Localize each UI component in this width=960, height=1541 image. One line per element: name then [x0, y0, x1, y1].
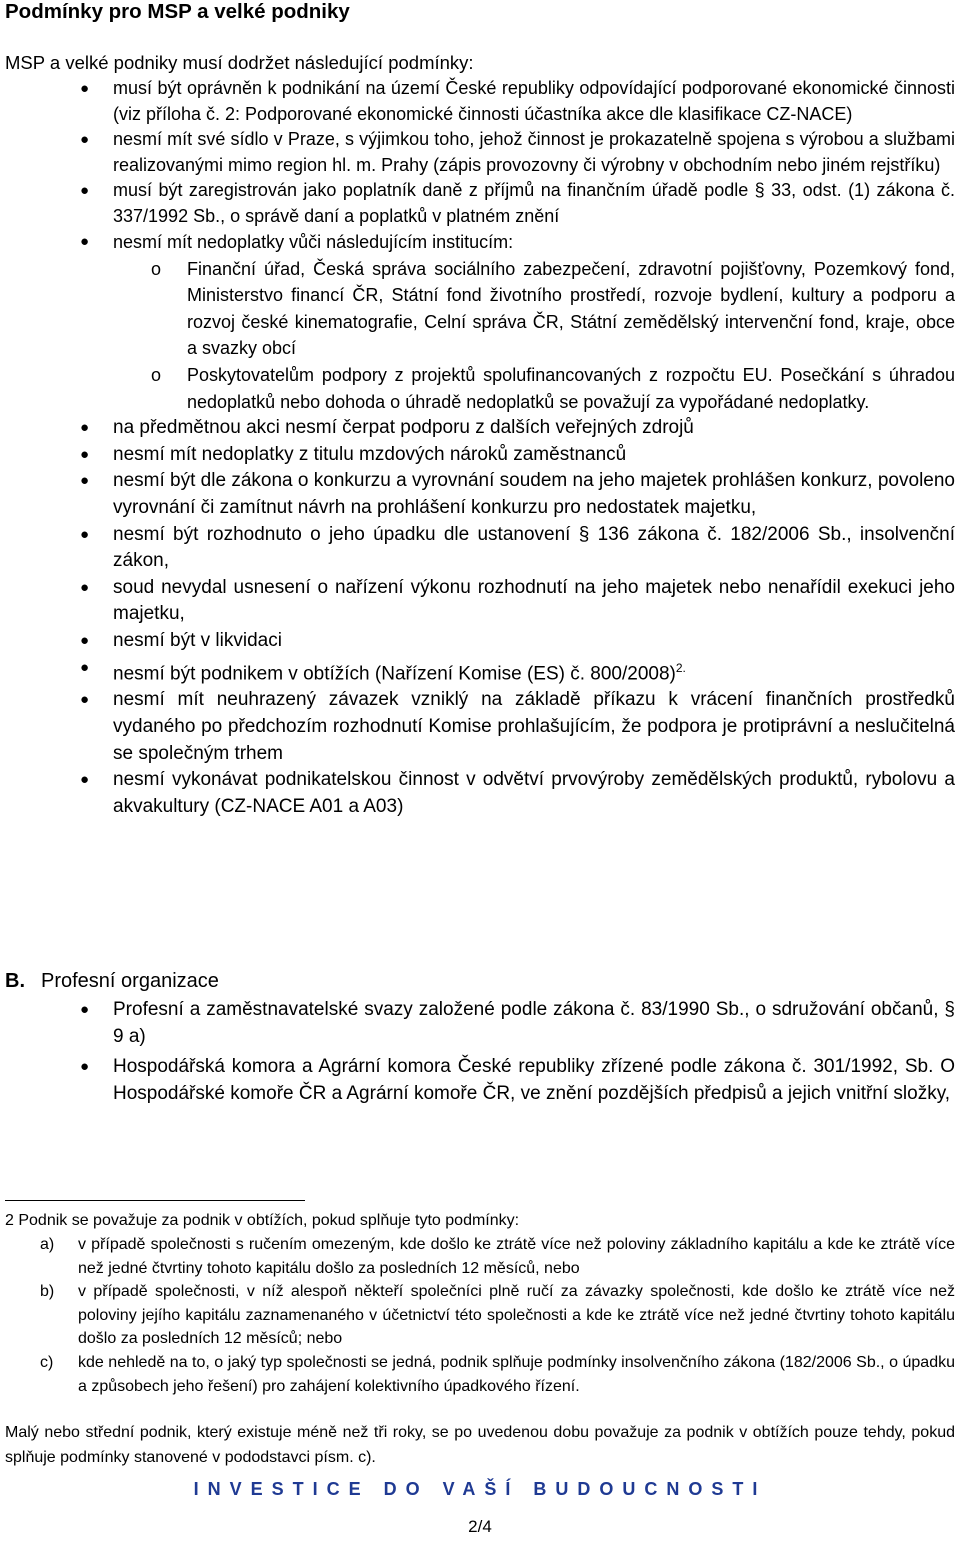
list-item	[0, 522, 960, 575]
footnote-list	[0, 1233, 960, 1398]
sublist-item	[113, 362, 955, 415]
footnote-item	[0, 1351, 960, 1398]
bullet-icon: ●	[80, 445, 90, 463]
list-item	[0, 127, 960, 178]
list-item	[0, 687, 960, 767]
list-item-text: soud nevydal usnesení o nařízení výkonu rozhodnutí na jeho majetek nebo nenařídil exekuci jeho majetku,	[113, 576, 955, 625]
bullet-icon: ●	[80, 233, 90, 250]
institutions-sublist	[113, 256, 955, 416]
list-item-text: nesmí být dle zákona o konkurzu a vyrovnání soudem na jeho majetek prohlášen konkurz, povoleno vyrovnání či zamítnut návrh na prohlášení konkurzu pro nedostatek majetku,	[113, 470, 955, 518]
footnote-reference[interactable]: 2.	[675, 660, 686, 675]
list-item-text: nesmí mít nedoplatky z titulu mzdových nároků zaměstnanců	[113, 443, 627, 465]
list-item	[0, 178, 960, 229]
bullet-icon: ●	[80, 1058, 90, 1075]
list-item-text: nesmí vykonávat podnikatelskou činnost v odvětví prvovýroby zemědělských produktů, rybolovu a akvakultury (CZ-NACE A01 a A03)	[113, 769, 955, 817]
bullet-icon: ●	[80, 472, 90, 490]
section-b-label: B.	[5, 970, 25, 992]
list-item	[0, 415, 960, 442]
list-item-text: nesmí být podnikem v obtížích (Nařízení Komise (ES) č. 800/2008)	[113, 662, 676, 684]
bullet-icon: ●	[80, 658, 90, 676]
sublist-marker: o	[151, 258, 162, 279]
list-item-text: nesmí být rozhodnuto o jeho úpadku dle ustanovení § 136 zákona č. 182/2006 Sb., insolvenční zákon,	[113, 523, 955, 572]
list-item-text: na předmětnou akci nesmí čerpat podporu z dalších veřejných zdrojů	[113, 417, 694, 439]
list-item	[0, 229, 960, 415]
section-b-title: Profesní organizace	[41, 970, 219, 992]
list-item-text: nesmí mít nedoplatky vůči následujícím institucím:	[113, 232, 514, 252]
list-item	[0, 996, 960, 1050]
bullet-icon: ●	[80, 80, 90, 97]
section-b-list	[0, 996, 960, 1107]
page-heading: Podmínky pro MSP a velké podniky	[5, 0, 350, 23]
bullet-icon: ●	[80, 578, 90, 596]
list-item-text: nesmí být v likvidaci	[113, 629, 282, 651]
footnote-item	[0, 1280, 960, 1351]
list-item-text: Profesní a zaměstnavatelské svazy založené podle zákona č. 83/1990 Sb., o sdružování občanů, § 9 a)	[113, 999, 955, 1047]
sublist-item	[113, 256, 955, 362]
footnote-tail: Malý nebo střední podnik, který existuje méně než tři roky, se po uvedenou dobu považuje za podnik v obtížích pouze tehdy, pokud splňuje podmínky stanovené v pododstavci písm. c).	[5, 1424, 955, 1466]
bullet-icon: ●	[80, 771, 90, 789]
list-item	[0, 442, 960, 469]
list-item	[0, 767, 960, 820]
list-item	[0, 628, 960, 655]
bullet-icon: ●	[80, 1001, 90, 1018]
section-b-heading	[5, 968, 219, 994]
list-item-text: nesmí mít neuhrazený závazek vzniklý na základě příkazu k vrácení finančních prostředků vydaného po předchozím rozhodnutí Komise prohlašujícím, že podpora je protiprávní a neslučitelná se společným trhem	[113, 689, 955, 764]
bullet-icon: ●	[80, 131, 90, 148]
list-item-text: musí být zaregistrován jako poplatník daně z příjmů na finančním úřadě podle § 33, odst. (1) zákona č. 337/1992 Sb., o správě daní a poplatků v platném znění	[113, 180, 955, 226]
footnote-item-text: v případě společnosti, v níž alespoň někteří společníci plně ručí za závazky společnosti, kde došlo ke ztrátě více než poloviny jejího kapitálu zaznamenaného v účetnictví této společnosti a kde ke ztrátě více než jedné čtvrtiny tohoto kapitálu došlo za posledních 12 měsíců; nebo	[78, 1283, 955, 1348]
footnote-item-text: v případě společnosti s ručením omezeným, kde došlo ke ztrátě více než poloviny základního kapitálu a kde ke ztrátě více než jedné čtvrtiny tohoto kapitálu došlo za posledních 12 měsíců, nebo	[78, 1236, 955, 1277]
list-item	[0, 76, 960, 127]
footnote-item-letter: b)	[40, 1283, 55, 1301]
list-item-text: musí být oprávněn k podnikání na území České republiky odpovídající podporované ekonomické činnosti (viz příloha č. 2: Podporované ekonomické činnosti účastníka akce dle klasifikace CZ-NACE)	[113, 78, 955, 124]
bullet-icon: ●	[80, 419, 90, 437]
sublist-marker: o	[151, 364, 162, 385]
list-item	[0, 655, 960, 688]
bullet-icon: ●	[80, 525, 90, 543]
footnote-divider	[5, 1200, 305, 1201]
footnote-intro: 2 Podnik se považuje za podnik v obtížích, pokud splňuje tyto podmínky:	[5, 1212, 520, 1229]
footnote-item	[0, 1233, 960, 1280]
list-item-text: nesmí mít své sídlo v Praze, s výjimkou toho, jehož činnost je prokazatelně spojena s výrobou a službami realizovanými mimo region hl. m. Prahy (zápis provozovny či výrobny v obchodním nebo jiném rejstříku)	[113, 129, 955, 175]
intro-text: MSP a velké podniky musí dodržet následující podmínky:	[5, 52, 474, 73]
conditions-list	[0, 76, 960, 820]
footer-slogan: INVESTICE DO VAŠÍ BUDOUCNOSTI	[193, 1479, 767, 1499]
list-item-text: Hospodářská komora a Agrární komora České republiky zřízené podle zákona č. 301/1992, Sb. O Hospodářské komoře ČR a Agrární komoře ČR, ve znění pozdějších předpisů a jejich vnitřní složky,	[113, 1056, 955, 1104]
bullet-icon: ●	[80, 631, 90, 649]
bullet-icon: ●	[80, 182, 90, 199]
page-number: 2/4	[468, 1517, 492, 1536]
footnote-item-letter: c)	[40, 1353, 54, 1371]
footnote-item-letter: a)	[40, 1236, 55, 1253]
footnote-item-text: kde nehledě na to, o jaký typ společnosti se jedná, podnik splňuje podmínky insolvenčního zákona (182/2006 Sb., o úpadku a způsobech jeho řešení) pro zahájení kolektivního úpadkového řízení.	[78, 1353, 955, 1395]
sublist-item-text: Finanční úřad, Česká správa sociálního zabezpečení, zdravotní pojišťovny, Pozemkový fond, Ministerstvo financí ČR, Státní fond životního prostředí, rozvoje bydlení, kultury a podporu a rozvoj české kinematografie, Celní správa ČR, Státní zemědělský intervenční fond, kraje, obce a svazky obcí	[187, 258, 955, 359]
bullet-icon: ●	[80, 691, 90, 709]
list-item	[0, 468, 960, 521]
list-item	[0, 1053, 960, 1107]
list-item	[0, 575, 960, 628]
sublist-item-text: Poskytovatelům podpory z projektů spolufinancovaných z rozpočtu EU. Posečkání s úhradou nedoplatků nebo dohoda o úhradě nedoplatků se považují za vypořádané nedoplatky.	[187, 364, 955, 412]
